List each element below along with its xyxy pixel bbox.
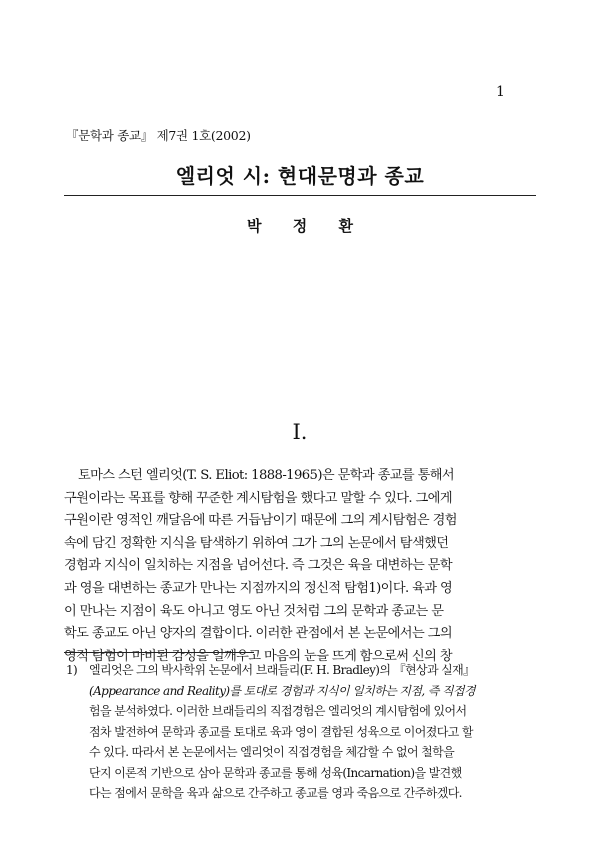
footnote-line: 수 있다. 따라서 본 논문에서는 엘리엇이 직접경험을 체감할 수 없어 철학을 bbox=[89, 745, 455, 759]
body-line: 학도 종교도 아닌 양자의 결합이다. 이러한 관점에서 본 논문에서는 그의 bbox=[64, 626, 452, 642]
body-line: 경험과 지식이 일치하는 지점을 넘어선다. 즉 그것은 육을 대변하는 문학 bbox=[64, 558, 452, 574]
body-paragraph bbox=[64, 465, 536, 668]
body-line: 속에 담긴 정확한 지식을 탐색하기 위하여 그가 그의 논문에서 탐색했던 bbox=[64, 535, 449, 551]
author-name: 박 정 환 bbox=[247, 217, 353, 235]
body-line: 영적 탐험이 마비된 감성을 일깨우고 마음의 눈을 뜨게 함으로써 신의 창 bbox=[64, 648, 452, 664]
footnote-line: 점차 발전하여 문학과 종교를 토대로 육과 영이 결합된 성육으로 이어졌다고 할 bbox=[89, 724, 473, 739]
body-line: 구원이라는 목표를 향해 꾸준한 계시탐험을 했다고 말할 수 있다. 그에게 bbox=[64, 490, 452, 506]
footnote-body bbox=[89, 660, 536, 804]
body-line: 과 영을 대변하는 종교가 만나는 지점까지의 정신적 탐험1)이다. 육과 영 bbox=[64, 580, 453, 596]
footnote bbox=[64, 660, 536, 804]
footnote-line: 단지 이론적 기반으로 삼아 문학과 종교를 통해 성육(Incarnation)을 발견했 bbox=[89, 765, 462, 780]
paper-title: 엘리엇 시: 현대문명과 종교 bbox=[175, 164, 425, 188]
footnote-line: 다는 점에서 문학을 육과 삶으로 간주하고 종교를 영과 죽음으로 간주하겠다. bbox=[89, 786, 462, 800]
body-text bbox=[64, 465, 536, 668]
body-line: 구원이란 영적인 깨달음에 따른 거듭남이기 때문에 그의 계시탐험은 경험 bbox=[64, 513, 457, 529]
body-line: 이 만나는 지점이 육도 아니고 영도 아닌 것처럼 그의 문학과 종교는 문 bbox=[64, 603, 444, 619]
page-number: 1 bbox=[496, 84, 505, 100]
title-rule bbox=[64, 195, 536, 196]
footnote-line: 험을 분석하였다. 이러한 브래들리의 직접경험은 엘리엇의 계시탐험에 있어서 bbox=[89, 704, 467, 718]
footnote-line: (Appearance and Reality)를 토대로 경험과 지식이 일치하는 지점, 즉 직접경 bbox=[89, 683, 476, 698]
body-line: 토마스 스턴 엘리엇(T. S. Eliot: 1888-1965)은 문학과 종교를 통해서 bbox=[78, 468, 455, 483]
footnote-line: 엘리엇은 그의 박사학위 논문에서 브래들리(F. H. Bradley)의 『현상과 실재』 bbox=[89, 663, 475, 677]
footnote-rule bbox=[64, 652, 254, 653]
footnote-marker: 1) bbox=[66, 663, 78, 677]
journal-reference: 『문학과 종교』 제7권 1호(2002) bbox=[66, 128, 251, 143]
section-heading: I. bbox=[292, 420, 308, 444]
